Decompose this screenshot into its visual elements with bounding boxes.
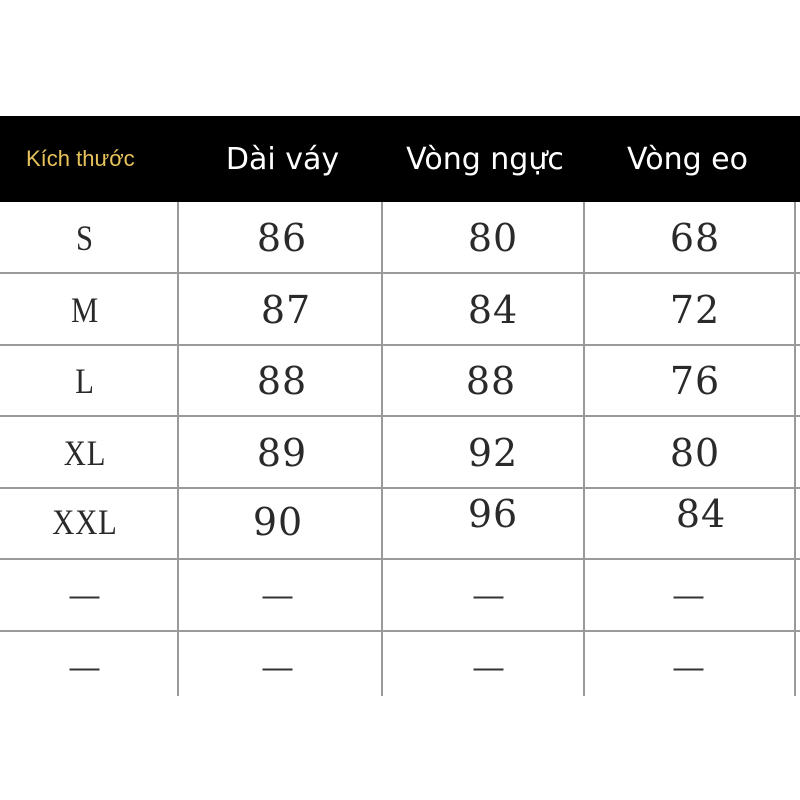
bust-cell: 80 — [467, 216, 519, 260]
dress-length-cell: 89 — [256, 431, 308, 475]
dress-length-cell: — — [262, 579, 294, 612]
table-row — [0, 274, 800, 346]
size-cell: — — [69, 651, 101, 684]
size-table — [0, 116, 800, 696]
bust-cell: — — [473, 579, 505, 612]
waist-cell: — — [673, 579, 705, 612]
dress-length-cell: 88 — [256, 359, 308, 403]
table-header-row — [0, 116, 800, 202]
table-row — [0, 632, 800, 704]
waist-cell: 76 — [669, 359, 721, 403]
size-cell: M — [70, 290, 100, 330]
size-cell: S — [76, 218, 94, 258]
table-row — [0, 202, 800, 274]
bust-cell: 92 — [467, 431, 519, 475]
waist-cell: 68 — [669, 216, 721, 260]
waist-cell: 80 — [669, 431, 721, 475]
size-cell: XL — [63, 433, 107, 473]
table-row — [0, 486, 800, 558]
bust-cell: 88 — [465, 359, 517, 403]
size-cell: L — [75, 361, 95, 401]
size-cell: — — [69, 579, 101, 612]
dress-length-cell: 90 — [252, 500, 304, 544]
bust-cell: 84 — [467, 288, 519, 332]
bust-cell: — — [473, 651, 505, 684]
bust-cell: 96 — [467, 492, 519, 536]
waist-cell: 84 — [675, 492, 727, 536]
table-body — [0, 202, 800, 696]
waist-cell: — — [673, 651, 705, 684]
header-dress-length: Dài váy — [225, 141, 340, 177]
size-cell: XXL — [52, 502, 118, 542]
header-bust: Vòng ngực — [406, 141, 564, 177]
dress-length-cell: — — [262, 651, 294, 684]
header-waist: Vòng eo — [627, 141, 748, 177]
table-row — [0, 345, 800, 417]
dress-length-cell: 86 — [256, 216, 308, 260]
dress-length-cell: 87 — [260, 288, 312, 332]
table-row — [0, 560, 800, 632]
header-size: Kích thước — [26, 146, 135, 171]
waist-cell: 72 — [669, 288, 721, 332]
